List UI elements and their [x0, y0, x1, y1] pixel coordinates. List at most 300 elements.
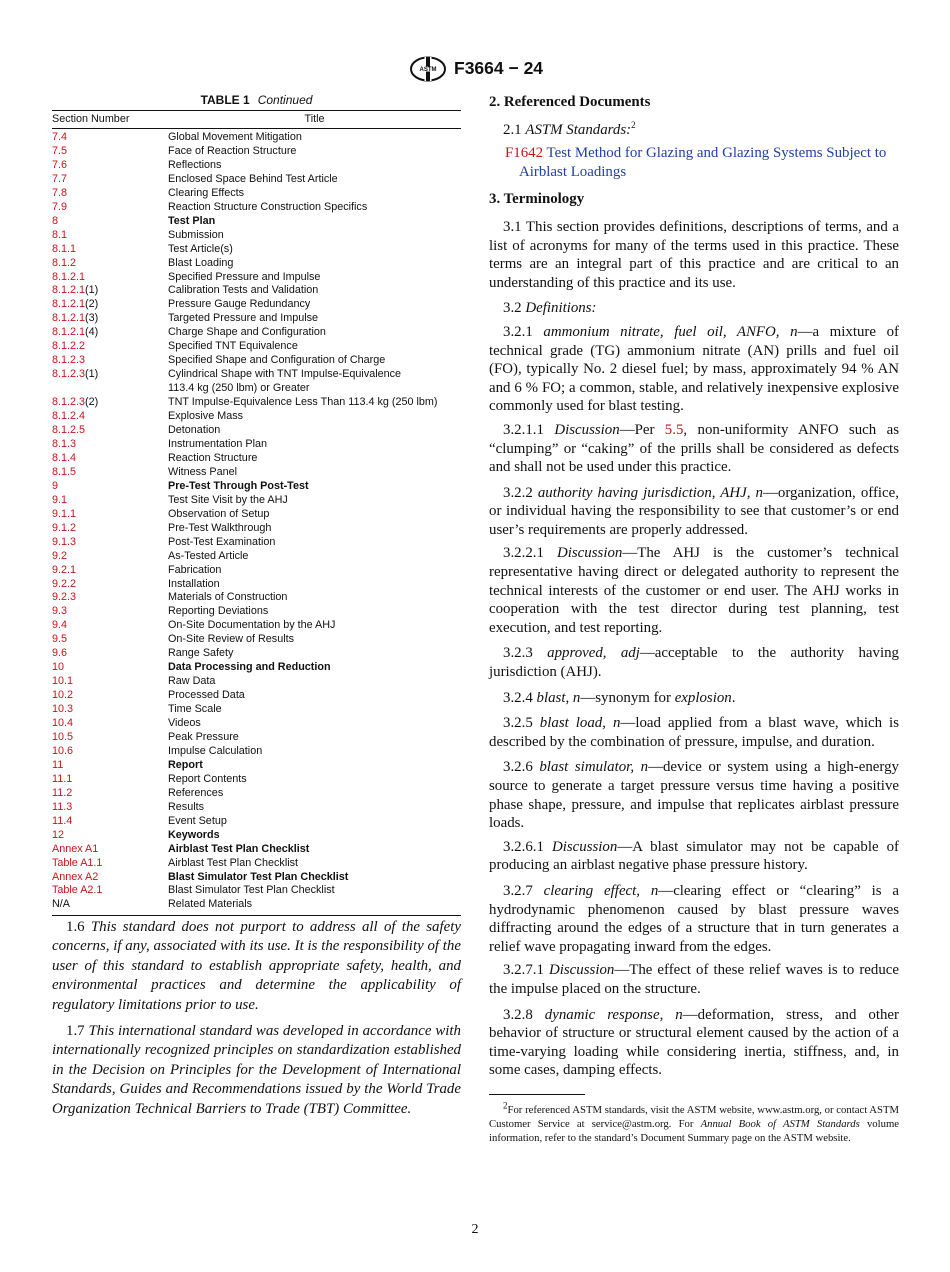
section-number-cell	[52, 787, 168, 801]
section-title-cell: Instrumentation Plan	[168, 437, 268, 450]
section-title-cell: TNT Impulse-Equivalence Less Than 113.4 kg (250 lbm)	[168, 396, 438, 409]
section-2-heading: 2. Referenced Documents	[489, 94, 651, 110]
table-row	[52, 480, 461, 494]
definition: —A blast simulator may not be capable of producing an airblast negative phase pressure history.	[489, 838, 899, 874]
section-title-cell: Blast Loading	[168, 256, 234, 269]
col-header-section: Section Number	[52, 113, 130, 125]
section-number-cell	[52, 731, 168, 745]
section-number[interactable]: 8.1.2.1	[52, 326, 86, 339]
table-row	[52, 787, 461, 801]
table-row	[52, 159, 461, 173]
section-number-cell	[52, 759, 168, 773]
table-row	[52, 438, 461, 452]
section-title-cell: Peak Pressure	[168, 730, 239, 743]
table-row	[52, 578, 461, 592]
label: Discussion	[551, 838, 618, 855]
definition-3-2-1	[489, 323, 899, 416]
section-number-cell	[52, 871, 168, 885]
table-row	[52, 312, 461, 326]
section-number-cell	[52, 271, 168, 285]
section-number-cell	[52, 508, 168, 522]
section-title-cell: Witness Panel	[168, 465, 238, 478]
table-row	[52, 857, 461, 871]
section-title-cell: Time Scale	[168, 703, 222, 716]
text: —Per	[619, 421, 665, 438]
table-row	[52, 452, 461, 466]
discussion-3-2-2-1	[489, 544, 899, 637]
section-title-cell: Targeted Pressure and Impulse	[168, 312, 319, 325]
table-row	[52, 801, 461, 815]
section-title-cell: Reaction Structure	[168, 451, 258, 464]
term: clearing effect, n	[543, 882, 659, 899]
table-row	[52, 298, 461, 312]
term: ammonium nitrate, fuel oil, ANFO, n	[543, 323, 798, 340]
section-number[interactable]: 8.1.2.3	[52, 396, 86, 409]
section-number[interactable]: 8.1.2.1	[52, 270, 86, 283]
num: 3.2.7.1	[503, 962, 544, 979]
section-number[interactable]: 7.4	[52, 131, 68, 143]
section-title-cell: Specified Shape and Configuration of Charge	[168, 354, 386, 367]
section-number-cell	[52, 619, 168, 633]
reference-code-link[interactable]: F1642	[505, 145, 544, 162]
table-row	[52, 675, 461, 689]
table-caption-suffix: Continued	[257, 93, 313, 107]
table-row	[52, 619, 461, 633]
section-number[interactable]: 7.6	[52, 158, 68, 171]
definition: —deformation, stress, and other behavior of structure or structural element caused by the action of a time-varying loading while considering inertia, stiffness, and, in some cases, damping effects.	[489, 1006, 899, 1079]
term: blast simulator, n	[539, 759, 649, 776]
table-row	[52, 382, 461, 396]
table-header-row	[52, 111, 461, 129]
table-row	[52, 717, 461, 731]
section-number[interactable]: 10.4	[52, 717, 74, 730]
section-title-cell: Fabrication	[168, 563, 222, 576]
section-number-cell	[52, 354, 168, 368]
section-number[interactable]: 8.1.2.1	[52, 284, 86, 297]
section-number[interactable]: 9	[52, 479, 59, 492]
section-title-cell: Pressure Gauge Redundancy	[168, 298, 311, 311]
section-number[interactable]: 9.1	[52, 493, 68, 506]
section-number-cell	[52, 605, 168, 619]
section-title-cell: 113.4 kg (250 lbm) or Greater	[168, 382, 310, 395]
section-title-cell: Global Movement Mitigation	[168, 131, 302, 143]
section-number[interactable]: 11.1	[52, 772, 73, 785]
table-row	[52, 564, 461, 578]
section-number[interactable]: 9.2.2	[52, 577, 77, 590]
section-title-cell: Videos	[168, 717, 201, 730]
table-row	[52, 522, 461, 536]
definition: —device or system using a high-energy source to generate a target pressure versus time having a positive phase shape, pressure, and impulse that replicates airblast pressure loads.	[489, 759, 899, 832]
definition: —synonym for	[580, 689, 675, 706]
section-number-cell	[52, 424, 168, 438]
section-title-cell: Blast Simulator Test Plan Checklist	[168, 870, 349, 883]
discussion-3-2-1-1	[489, 421, 899, 477]
table-caption	[52, 92, 461, 110]
section-number-cell	[52, 703, 168, 717]
section-title-cell: Installation	[168, 577, 220, 590]
paragraph-number: 1.6	[66, 919, 85, 935]
section-number[interactable]: 10.3	[52, 703, 74, 716]
section-title-cell: Impulse Calculation	[168, 744, 263, 757]
section-number[interactable]: 7.7	[52, 172, 68, 185]
definition-3-2-8	[489, 1006, 899, 1080]
section-number-cell	[52, 564, 168, 578]
table-row	[52, 759, 461, 773]
table-row	[52, 550, 461, 564]
section-number[interactable]: 8.1.2.3	[52, 354, 86, 367]
section-number[interactable]: 8.1.4	[52, 451, 77, 464]
section-title-cell: Test Plan	[168, 214, 216, 227]
section-number-cell	[52, 675, 168, 689]
col-header-title: Title	[304, 113, 325, 125]
section-number-cell	[52, 494, 168, 508]
term: authority having jurisdiction, AHJ, n	[537, 484, 763, 501]
paragraph-text: This international standard was developed in accordance with internationally recognized principles on standardization established in the Decision on Principles for the Development of International Standards, Guides and Recommendations issued by the World Trade Organization Technical Barriers to Trade (TBT) Committee.	[52, 1023, 461, 1117]
section-number-cell	[52, 661, 168, 675]
footnote-text: For referenced ASTM standards, visit the ASTM website, www.astm.org, or contact ASTM Customer Service at service@astm.org. For	[489, 1103, 899, 1130]
section-title-cell: Specified Pressure and Impulse	[168, 270, 321, 283]
section-title-cell: Range Safety	[168, 647, 234, 660]
section-title-cell: Cylindrical Shape with TNT Impulse-Equivalence	[168, 368, 402, 381]
definition: —The AHJ is the customer’s technical representative having direct or delegated authority to represent the technical interests of the customer or end user. The AHJ works in cooperation with the test director during test planning, test execution, and test reporting.	[489, 545, 899, 636]
section-number[interactable]: Annex A1	[52, 842, 99, 855]
table-row	[52, 536, 461, 550]
section-number[interactable]: 8.1.2.1	[52, 298, 86, 311]
term: blast load, n	[539, 715, 621, 732]
table-row	[52, 466, 461, 480]
section-number-cell	[52, 257, 168, 271]
section-number-cell	[52, 452, 168, 466]
footnote-ref: 2	[631, 119, 636, 130]
section-title-cell: Reporting Deviations	[168, 605, 269, 618]
section-title-cell: As-Tested Article	[168, 549, 249, 562]
section-number-cell	[52, 215, 168, 229]
section-title-cell: Specified TNT Equivalence	[168, 340, 298, 353]
section-number[interactable]: 8.1.2.5	[52, 424, 86, 437]
table-row	[52, 661, 461, 675]
section-number[interactable]: 9.2.1	[52, 563, 77, 576]
section-number[interactable]: 9.1.1	[52, 507, 77, 520]
section-number[interactable]: 10.6	[52, 744, 74, 757]
section-number-cell	[52, 745, 168, 759]
section-number[interactable]: 11	[52, 758, 64, 771]
left-column-text	[52, 918, 461, 1126]
table-row	[52, 647, 461, 661]
section-number-cell	[52, 647, 168, 661]
section-title-cell: Report	[168, 758, 203, 771]
section-title-cell: Raw Data	[168, 675, 216, 688]
section-number[interactable]: 12	[52, 828, 65, 841]
section-title-cell: Clearing Effects	[168, 186, 245, 199]
table-row	[52, 898, 461, 912]
section-number-cell	[52, 159, 168, 173]
section-title-cell: Report Contents	[168, 772, 247, 785]
section-number-cell	[52, 578, 168, 592]
section-number[interactable]: 9.1.2	[52, 521, 77, 534]
section-number[interactable]: 7.8	[52, 186, 68, 199]
section-number[interactable]: 9.2.3	[52, 591, 77, 604]
num: 3.2.4	[503, 689, 533, 706]
table-row	[52, 284, 461, 298]
table-1	[52, 92, 461, 916]
section-number[interactable]: 10	[52, 661, 65, 674]
label: Definitions:	[525, 300, 597, 317]
section-number-cell	[52, 145, 168, 159]
section-number-cell	[52, 801, 168, 815]
section-title-cell: Blast Simulator Test Plan Checklist	[168, 884, 335, 897]
table-row	[52, 410, 461, 424]
label: Discussion	[554, 421, 620, 438]
section-2-1	[489, 121, 899, 140]
section-title-cell: On-Site Review of Results	[168, 633, 295, 646]
table-row	[52, 424, 461, 438]
table-row	[52, 215, 461, 229]
num: 3.2.2.1	[503, 545, 544, 562]
table-row	[52, 201, 461, 215]
table-rows	[52, 129, 461, 915]
num: 3.2.1.1	[503, 421, 544, 438]
section-number[interactable]: 11.4	[52, 814, 73, 827]
definition-3-2-3	[489, 644, 899, 681]
section-number-cell	[52, 857, 168, 871]
section-number[interactable]: 11.3	[52, 800, 73, 813]
definition: —load applied from a blast wave, which is described by the combination of pressure, impulse, and duration.	[489, 715, 899, 750]
section-number[interactable]: 9.4	[52, 619, 68, 632]
footnote-marker: 2	[503, 1100, 508, 1111]
table-row	[52, 633, 461, 647]
section-number[interactable]: Table A1.1	[52, 856, 103, 869]
section-link[interactable]: 5.5	[664, 421, 684, 438]
table-row	[52, 843, 461, 857]
section-number[interactable]: 8.1	[52, 228, 68, 241]
section-number[interactable]: 10.5	[52, 730, 74, 743]
section-title-cell: Pre-Test Walkthrough	[168, 521, 272, 534]
section-title-cell: Charge Shape and Configuration	[168, 326, 326, 339]
section-number-cell	[52, 326, 168, 340]
section-title-cell: Enclosed Space Behind Test Article	[168, 172, 338, 185]
num: 3.2	[503, 300, 522, 317]
section-number[interactable]: Annex A2	[52, 870, 99, 883]
definition: —organization, office, or individual having the responsibility to see that customer’s or end user’s requirements are properly addressed.	[489, 484, 899, 538]
section-number[interactable]: 7.9	[52, 200, 68, 213]
section-title-cell: Test Site Visit by the AHJ	[168, 493, 288, 506]
section-number-cell	[52, 229, 168, 243]
num: 3.2.8	[503, 1006, 533, 1023]
section-title-cell: Detonation	[168, 424, 221, 437]
document-designation: F3664 − 24	[454, 58, 544, 78]
section-number[interactable]: 10.2	[52, 689, 74, 702]
section-title-cell: Keywords	[168, 828, 220, 841]
paragraph-1-7	[52, 1022, 461, 1119]
section-number-cell	[52, 480, 168, 494]
section-number[interactable]: 8.1.2.3	[52, 368, 86, 381]
section-title-cell: Test Article(s)	[168, 242, 233, 255]
section-number-suffix: (1)	[85, 368, 99, 381]
section-title-cell: On-Site Documentation by the AHJ	[168, 619, 336, 632]
section-number-cell	[52, 131, 168, 145]
table-row	[52, 605, 461, 619]
section-number-cell	[52, 284, 168, 298]
section-number: N/A	[52, 898, 70, 911]
section-number-suffix: (4)	[85, 326, 99, 339]
definition-3-2-6	[489, 758, 899, 832]
paragraph-1-6	[52, 918, 461, 1015]
section-number[interactable]: 8.1.2.2	[52, 340, 86, 353]
table-row	[52, 257, 461, 271]
num: 2.1	[503, 121, 522, 138]
section-number-cell	[52, 536, 168, 550]
section-title-cell: Explosive Mass	[168, 410, 244, 423]
section-number[interactable]: Table A2.1	[52, 884, 103, 897]
section-number[interactable]: 8.1.5	[52, 465, 77, 478]
section-number[interactable]: 8.1.3	[52, 437, 77, 450]
section-title-cell: Airblast Test Plan Checklist	[168, 842, 310, 855]
table-row	[52, 326, 461, 340]
section-number-cell	[52, 382, 168, 396]
section-title-cell: Pre-Test Through Post-Test	[168, 479, 309, 492]
section-number-suffix: (3)	[85, 312, 99, 325]
section-number-cell	[52, 243, 168, 257]
section-number-cell	[52, 410, 168, 424]
section-number[interactable]: 10.1	[52, 675, 74, 688]
section-number-cell	[52, 298, 168, 312]
definition-3-2-7	[489, 882, 899, 956]
definition: —The effect of these relief waves is to reduce the impulse placed on the structure.	[489, 962, 899, 997]
logo-text: ASTM	[419, 67, 437, 74]
section-number-cell	[52, 591, 168, 605]
num: 3.2.1	[503, 323, 533, 340]
footnote-divider	[489, 1094, 585, 1095]
table-row	[52, 703, 461, 717]
section-number-cell	[52, 522, 168, 536]
table-row	[52, 396, 461, 410]
section-number[interactable]: 9.3	[52, 605, 68, 618]
table-row	[52, 187, 461, 201]
section-title-cell: Related Materials	[168, 898, 253, 911]
section-number-cell	[52, 633, 168, 647]
section-3-2	[489, 299, 899, 318]
right-column	[489, 93, 899, 1145]
section-number-cell	[52, 550, 168, 564]
table-row	[52, 494, 461, 508]
discussion-3-2-6-1	[489, 838, 899, 875]
label: Discussion	[557, 545, 623, 562]
table-row	[52, 368, 461, 382]
section-number-cell	[52, 689, 168, 703]
definition: —a mixture of technical grade (TG) ammonium nitrate (AN) prills and fuel oil (FO), typically No. 2 diesel fuel; by mass, approximately 94 % AN and 6 % FO; a common, stable, and relatively inexpensive explosive commonly used for blast testing.	[489, 323, 899, 415]
definition-3-2-2	[489, 484, 899, 540]
section-number-cell	[52, 884, 168, 898]
section-title-cell: Airblast Test Plan Checklist	[168, 856, 299, 869]
section-number[interactable]: 9.5	[52, 633, 68, 646]
section-title-cell: Processed Data	[168, 689, 245, 702]
table-row	[52, 508, 461, 522]
table-row	[52, 145, 461, 159]
section-number[interactable]: 8.1.2.4	[52, 410, 86, 423]
text: , non-uniformity ANFO such as “clumping” or “caking” of the prills shall be considered as defects and shall not be used under this practice.	[489, 421, 899, 476]
page-header	[0, 56, 950, 82]
section-number[interactable]: 8.1.2.1	[52, 312, 86, 325]
section-title-cell: Reflections	[168, 158, 222, 171]
section-title-cell: Calibration Tests and Validation	[168, 284, 319, 297]
section-number[interactable]: 9.6	[52, 647, 68, 660]
term: dynamic response, n	[544, 1006, 683, 1023]
section-number-cell	[52, 843, 168, 857]
section-number[interactable]: 11.2	[52, 786, 73, 799]
table-row	[52, 591, 461, 605]
table-row	[52, 173, 461, 187]
section-number[interactable]: 8.1.2	[52, 256, 77, 269]
label: Discussion	[548, 962, 615, 979]
table-row	[52, 884, 461, 898]
num: 3.2.6	[503, 759, 533, 776]
section-title-cell: Materials of Construction	[168, 591, 288, 604]
table-body	[52, 110, 461, 916]
text: .	[731, 689, 736, 706]
section-number-cell	[52, 173, 168, 187]
table-row	[52, 773, 461, 787]
section-number[interactable]: 9.1.3	[52, 535, 77, 548]
section-title-cell: Post-Test Examination	[168, 535, 276, 548]
paragraph-text: This standard does not purport to address all of the safety concerns, if any, associated with its use. It is the responsibility of the user of this standard to establish appropriate safety, health, and environmental practices and determine the applicability of regulatory limitations prior to use.	[52, 919, 461, 1013]
section-number-cell	[52, 187, 168, 201]
footnote-2	[489, 1100, 900, 1145]
table-row	[52, 815, 461, 829]
table-row	[52, 354, 461, 368]
section-number-cell	[52, 368, 168, 382]
table-row	[52, 340, 461, 354]
footnote-text: volume information, refer to the standard’s Document Summary page on the ASTM website.	[489, 1117, 900, 1144]
num: 3.2.5	[503, 715, 533, 732]
reference-title-link[interactable]: Test Method for Glazing and Glazing Systems Subject to Airblast Loadings	[519, 145, 887, 180]
table-row	[52, 271, 461, 285]
astm-logo-icon	[408, 56, 448, 82]
table-row	[52, 243, 461, 257]
footnote-italic: Annual Book of ASTM Standards	[700, 1117, 860, 1130]
section-number-cell	[52, 312, 168, 326]
section-title-cell: Submission	[168, 228, 224, 241]
definition-3-2-4	[489, 689, 899, 708]
section-number[interactable]: 9.2	[52, 549, 68, 562]
label: ASTM Standards:	[525, 121, 632, 138]
table-caption-label: TABLE 1	[200, 93, 250, 107]
table-row	[52, 689, 461, 703]
num: 3.2.3	[503, 645, 533, 662]
section-title-cell: Data Processing and Reduction	[168, 661, 331, 674]
section-number-cell	[52, 829, 168, 843]
definition: —clearing effect or “clearing” is a hydrodynamic phenomenon caused by blast pressure waves diffracting around the edges of a structure that in turn generates a relief wave propagating inward from the edges.	[489, 882, 899, 955]
section-number[interactable]: 8.1.1	[52, 242, 77, 255]
table-row	[52, 229, 461, 243]
section-number-cell	[52, 201, 168, 215]
section-number-cell	[52, 438, 168, 452]
section-number-cell	[52, 396, 168, 410]
section-title-cell: Face of Reaction Structure	[168, 144, 297, 157]
section-number[interactable]: 8	[52, 214, 59, 227]
section-number-cell	[52, 815, 168, 829]
table-row	[52, 871, 461, 885]
table-row	[52, 131, 461, 145]
section-number-suffix: (1)	[85, 284, 99, 297]
section-title-cell: Event Setup	[168, 814, 227, 827]
num: 3.2.6.1	[503, 838, 544, 855]
section-3-heading: 3. Terminology	[489, 191, 585, 208]
section-number-suffix: (2)	[85, 396, 99, 409]
paragraph-number: 1.7	[66, 1023, 85, 1040]
section-number[interactable]: 7.5	[52, 144, 68, 157]
section-number-cell	[52, 466, 168, 480]
section-title-cell: Observation of Setup	[168, 507, 270, 520]
